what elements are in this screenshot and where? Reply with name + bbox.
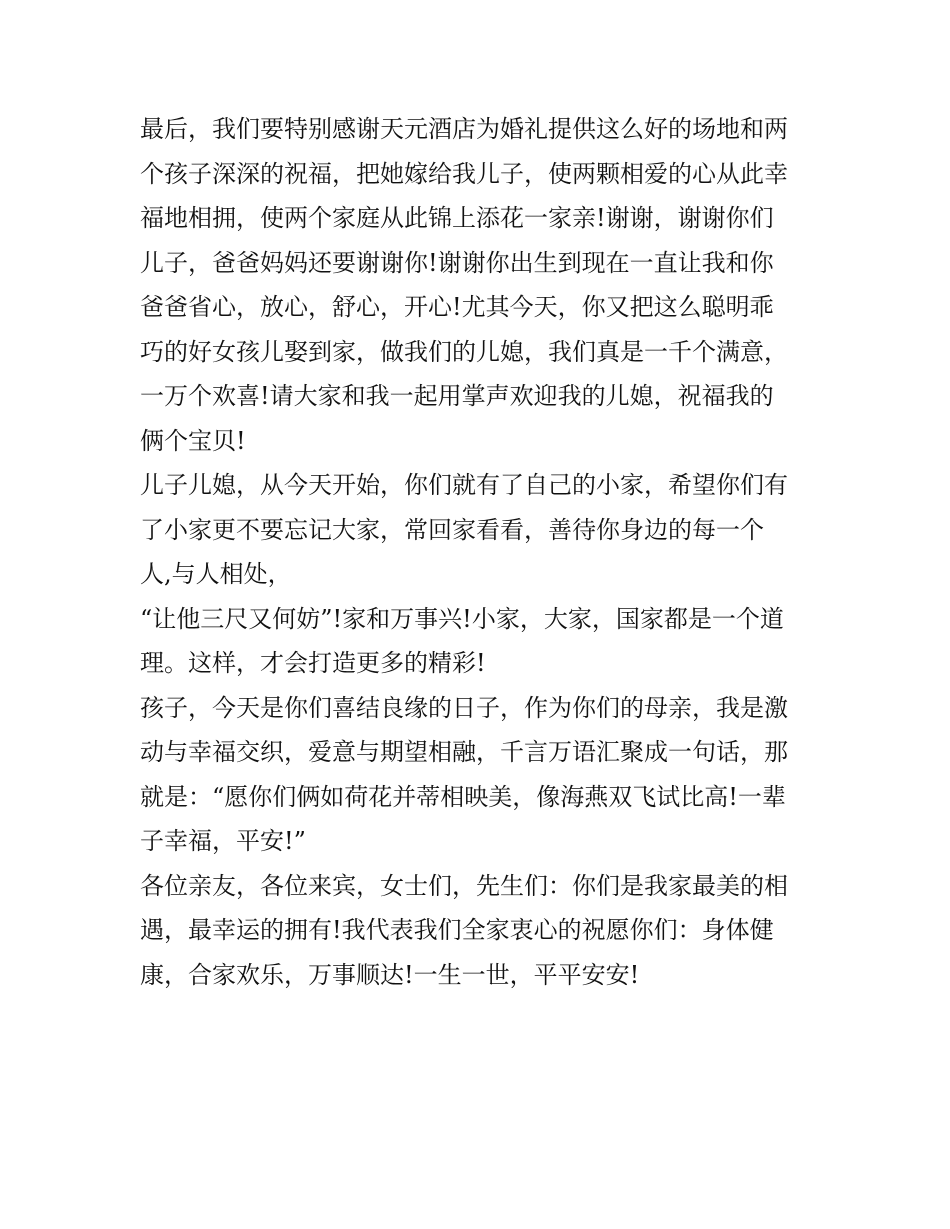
text-line: 孩子，今天是你们喜结良缘的日子，作为你们的母亲，我是激 bbox=[140, 693, 788, 722]
text-line: 爸爸省心，放心，舒心，开心!尤其今天，你又把这么聪明乖 bbox=[140, 293, 774, 321]
text-line: 儿子，爸爸妈妈还要谢谢你!谢谢你出生到现在一直让我和你 bbox=[140, 248, 774, 277]
text-line: 儿子儿媳，从今天开始，你们就有了自己的小家，希望你们有 bbox=[140, 471, 788, 499]
text-line: 巧的好女孩儿娶到家，做我们的儿媳，我们真是一千个满意， bbox=[140, 337, 788, 366]
text-line: 个孩子深深的祝福，把她嫁给我儿子，使两颗相爱的心从此幸 bbox=[140, 159, 788, 188]
text-line: “让他三尺又何妨”!家和万事兴!小家，大家，国家都是一个道 bbox=[140, 604, 784, 633]
text-line: 动与幸福交织，爱意与期望相融，千言万语汇聚成一句话，那 bbox=[140, 738, 788, 766]
text-line: 了小家更不要忘记大家，常回家看看，善待你身边的每一个 bbox=[140, 515, 764, 544]
text-line: 最后，我们要特别感谢天元酒店为婚礼提供这么好的场地和两 bbox=[140, 115, 788, 143]
text-line: 康，合家欢乐，万事顺达!一生一世，平平安安! bbox=[140, 960, 640, 989]
text-line: 各位亲友，各位来宾，女士们，先生们：你们是我家最美的相 bbox=[140, 871, 788, 900]
text-line: 遇，最幸运的拥有!我代表我们全家衷心的祝愿你们：身体健 bbox=[140, 916, 774, 944]
text-line: 理。这样，才会打造更多的精彩! bbox=[140, 649, 486, 677]
text-line: 就是：“愿你们俩如荷花并蒂相映美，像海燕双飞试比高!一辈 bbox=[140, 782, 786, 811]
text-line: 人,与人相处， bbox=[140, 560, 292, 588]
text-line: 子幸福，平安!” bbox=[140, 827, 306, 855]
text-line: 福地相拥，使两个家庭从此锦上添花一家亲!谢谢，谢谢你们 bbox=[140, 204, 774, 232]
document-body bbox=[140, 107, 820, 997]
text-line: 俩个宝贝! bbox=[140, 426, 246, 455]
text-line: 一万个欢喜!请大家和我一起用掌声欢迎我的儿媳，祝福我的 bbox=[140, 382, 774, 410]
